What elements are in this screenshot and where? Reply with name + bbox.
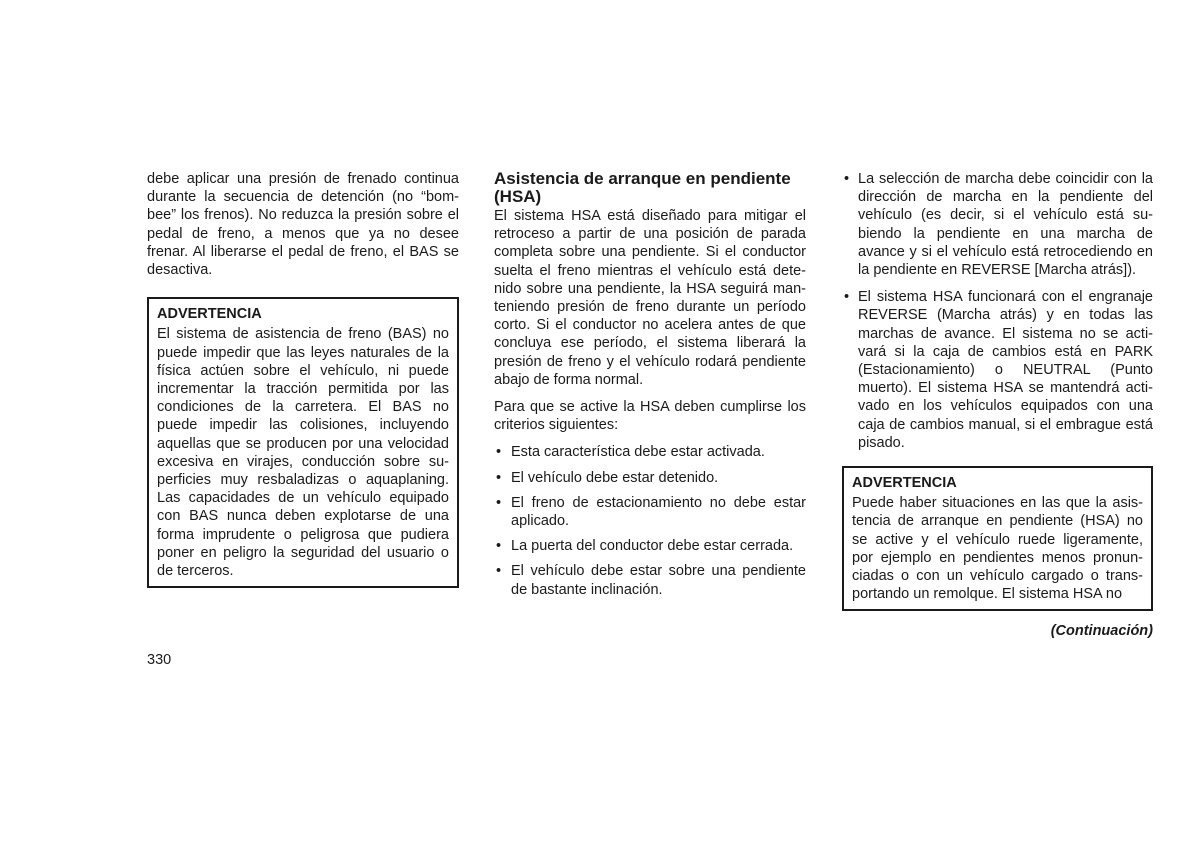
bullet-icon: • (496, 494, 502, 511)
intro-paragraph: debe aplicar una presión de frenado continua durante la secuencia de detención (no “bom- bee” los frenos). No reduzca la presión sobre el pedal de freno, a menos que ya no desee frenar. Al liberarse el pedal de freno, el BAS se desactiva. (147, 171, 459, 279)
bullet-icon: • (496, 563, 502, 580)
criteria-list (494, 443, 806, 598)
bullet-icon: • (844, 289, 850, 306)
page-number: 330 (147, 652, 172, 668)
bullet-icon: • (496, 444, 502, 461)
list-item-text: Esta característica debe estar activada. (511, 444, 765, 461)
hsa-description-paragraph: El sistema HSA está diseñado para mitigar el retroceso a partir de una posición de parada completa sobre una pendiente. Si el conductor suelta el freno mientras el vehículo está dete- nido sobre una pendiente, la HSA seguirá man- teniendo presión de freno durante un período corto. Si el conductor no acelera antes de que concluya ese período, el sistema liberará la presión de freno y el vehículo rodará pendiente abajo de forma normal. (494, 208, 806, 388)
list-item (842, 288, 1153, 452)
column-left (147, 170, 459, 588)
bullet-icon: • (496, 469, 502, 486)
list-item-text: El sistema HSA funcionará con el engranaje REVERSE (Marcha atrás) y en todas las marchas de avance. El sistema no se acti- vará si la caja de cambios está en PARK (Estacionamiento) o NEUTRAL (Punto muerto). El sistema HSA se mantendrá acti- vado en los vehículos equipados con una caja de cambios manual, si el embrague está pisado. (858, 289, 1153, 451)
continuation-note: (Continuación) (1050, 623, 1153, 639)
warning-box-bas (147, 297, 459, 588)
criteria-list-continued (842, 170, 1153, 452)
warning-title: ADVERTENCIA (157, 306, 262, 323)
column-middle (494, 170, 806, 606)
warning-title: ADVERTENCIA (852, 475, 957, 492)
criteria-intro-paragraph: Para que se active la HSA deben cumplirse los criterios siguientes: (494, 399, 806, 434)
section-heading: Asistencia de arranque en pendiente (HSA) (494, 169, 791, 206)
bullet-icon: • (496, 538, 502, 555)
list-item (494, 443, 806, 461)
warning-body: El sistema de asistencia de freno (BAS) no puede impedir que las leyes naturales de la física actúen sobre el vehículo, ni puede incrementar la tracción permitida por las condiciones de la carretera. El BAS no puede impedir las colisiones, incluyendo aquellas que se producen por una velocidad excesiva en virajes, conducción sobre su- perficies muy resbaladizas o aquaplaning. Las capacidades de un vehículo equipado con BAS nunca deben explotarse de una forma imprudente o peligrosa que pudiera poner en peligro la seguridad del usuario o de terceros. (157, 326, 449, 580)
list-item-text: El vehículo debe estar detenido. (511, 469, 719, 486)
bullet-icon: • (844, 171, 850, 187)
list-item (494, 469, 806, 487)
list-item (494, 537, 806, 555)
warning-box-hsa (842, 466, 1153, 611)
list-item (842, 170, 1153, 279)
list-item-text: La puerta del conductor debe estar cerrada. (511, 538, 794, 555)
list-item (494, 494, 806, 530)
list-item-text: El freno de estacionamiento no debe estar aplicado. (511, 494, 806, 530)
list-item-text: La selección de marcha debe coincidir con la dirección de marcha en la pendiente del vehículo (es decir, si el vehículo está su- biendo la pendiente en una marcha de avance y si el vehículo está retrocediendo en la pendiente en REVERSE [Marcha atrás]). (858, 171, 1153, 279)
warning-body: Puede haber situaciones en las que la asis- tencia de arranque en pendiente (HSA) no se active y el vehículo ruede ligeramente, por ejemplo en pendientes menos pronun- ciadas o con un vehículo cargado o trans- portando un remolque. El sistema HSA no (852, 495, 1143, 603)
list-item (494, 562, 806, 598)
list-item-text: El vehículo debe estar sobre una pendiente de bastante inclinación. (511, 563, 806, 598)
column-right (842, 170, 1153, 611)
